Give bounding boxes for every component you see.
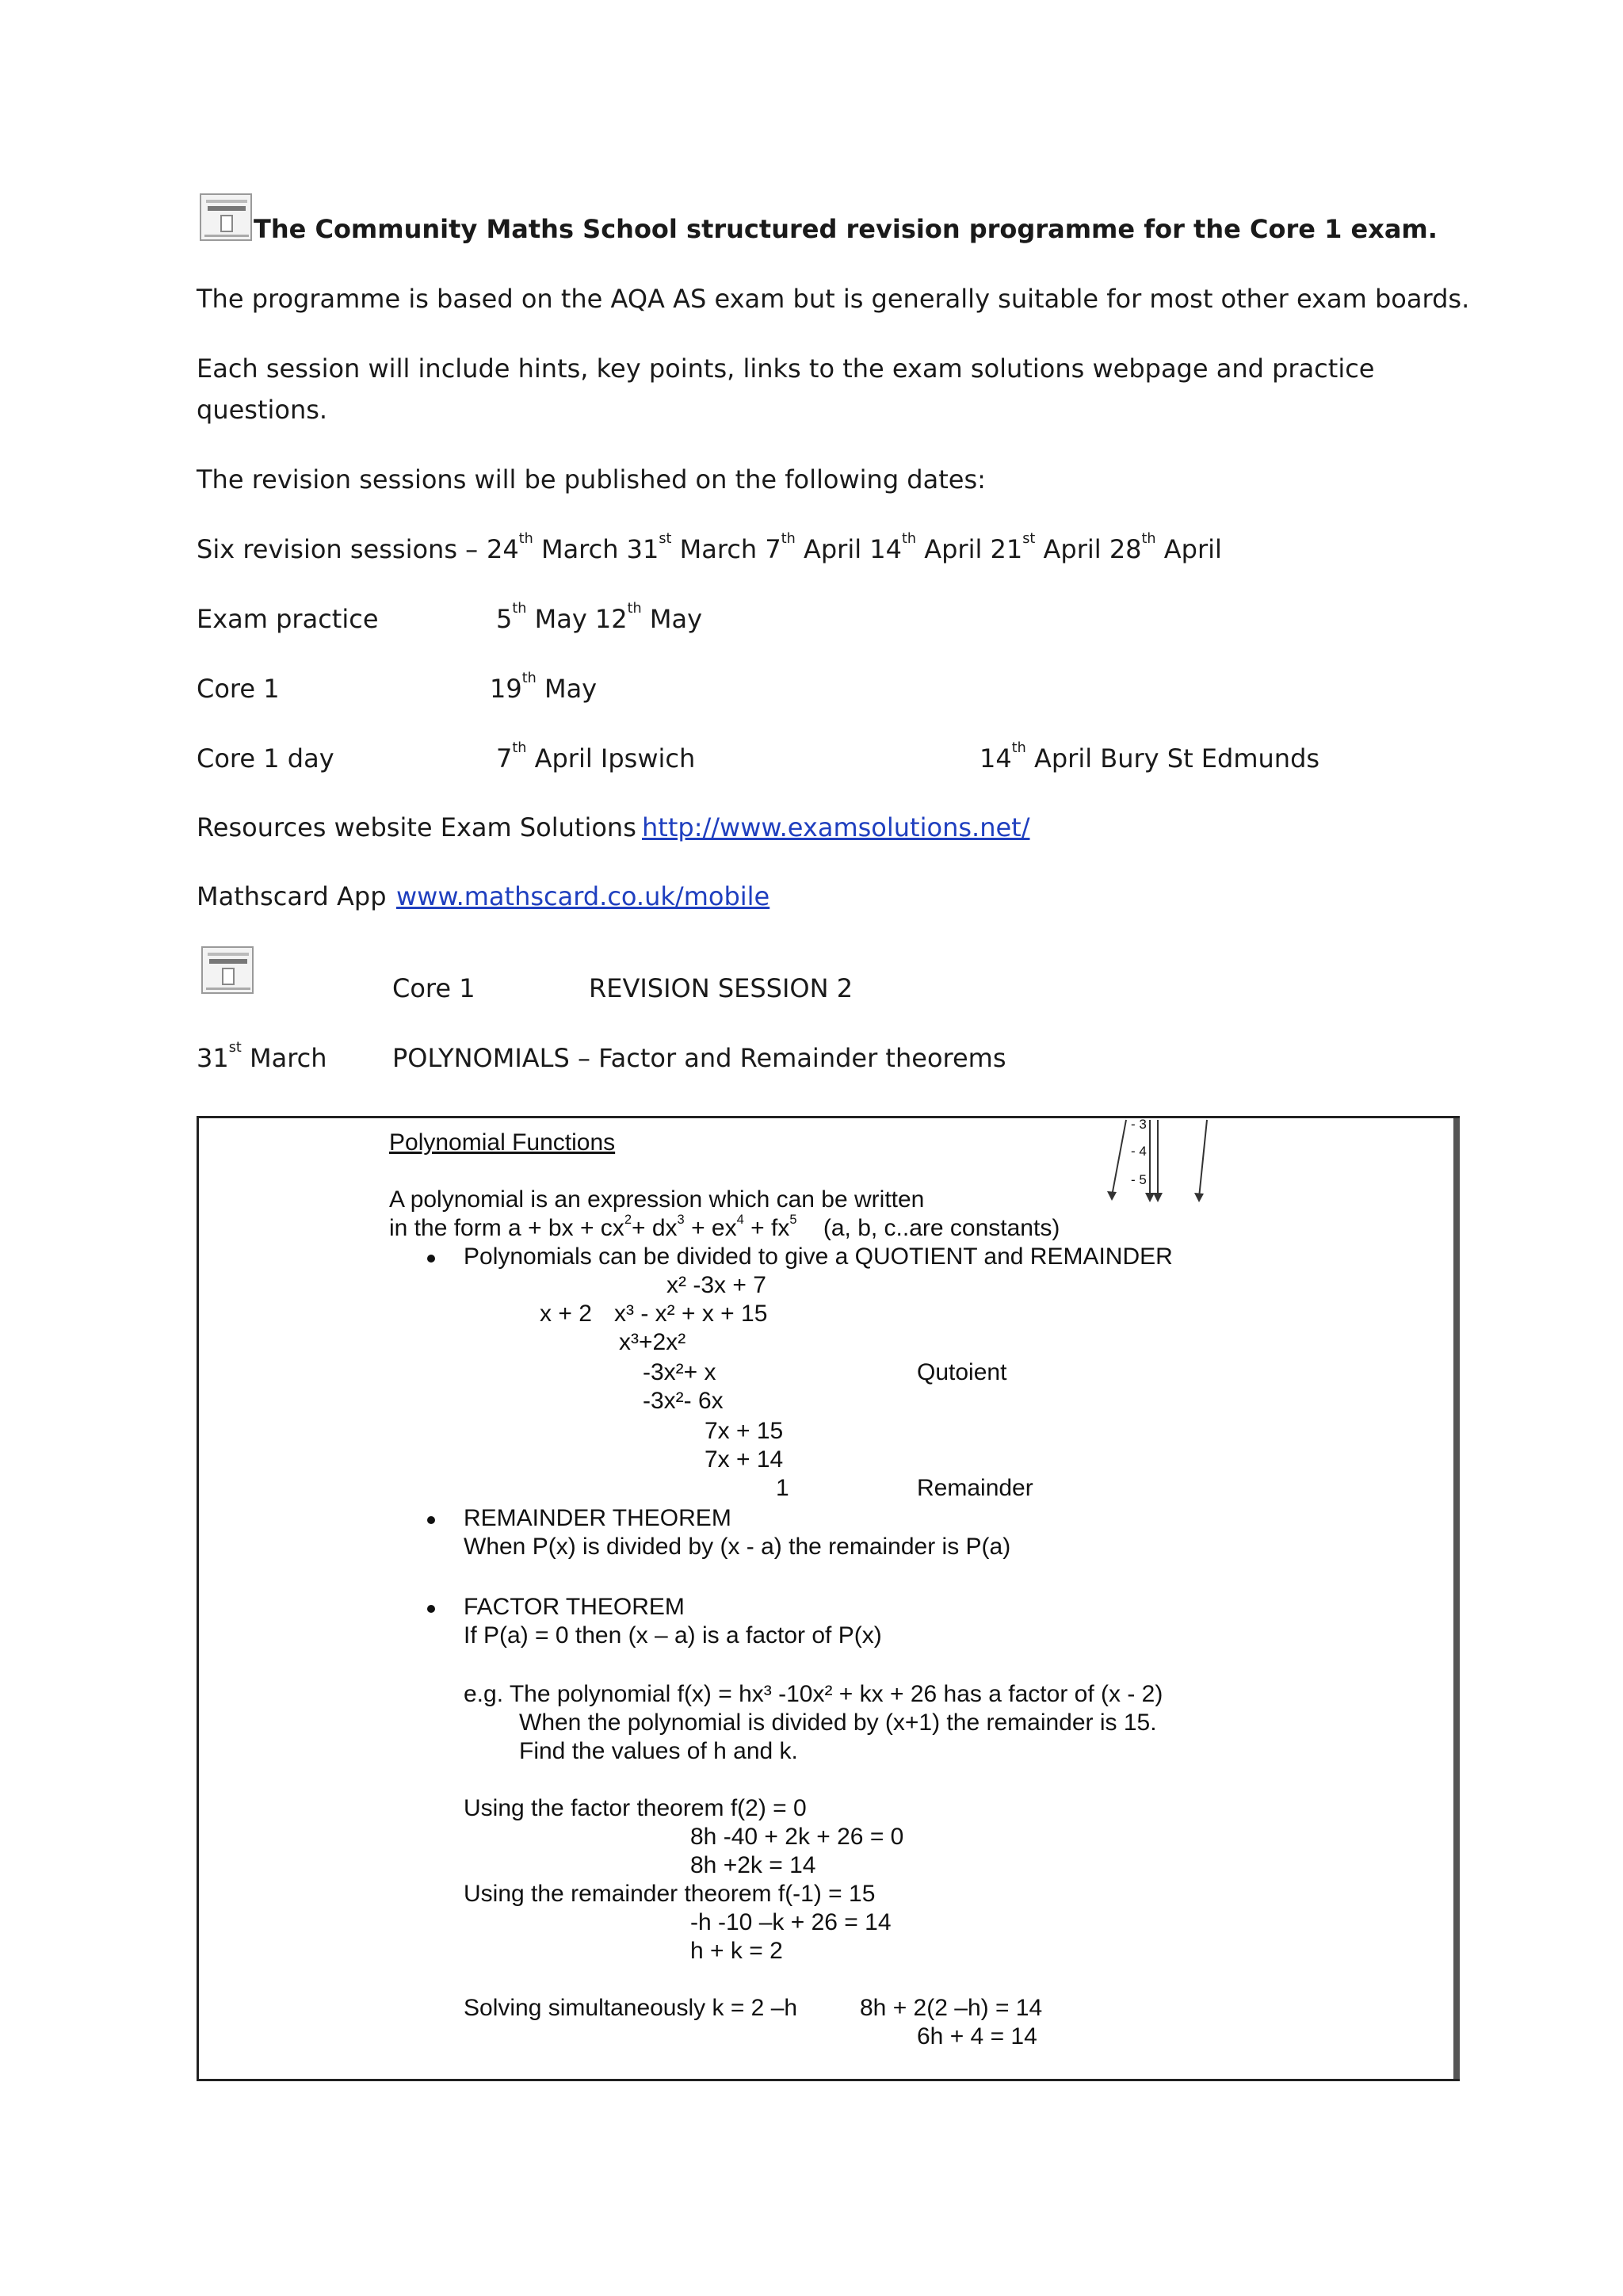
school-logo (200, 193, 252, 241)
six-sessions-label: Six revision sessions – (197, 534, 479, 564)
division-step-4: 7x + 15 (705, 1418, 784, 1444)
school-logo-small (201, 946, 254, 994)
core1-day-label: Core 1 day (197, 743, 334, 774)
example-line-3: Find the values of h and k. (519, 1738, 798, 1764)
working-line-4: Using the remainder theorem f(-1) = 15 (464, 1881, 876, 1907)
example-line-1: e.g. The polynomial f(x) = hx³ -10x² + kx + 26 has a factor of (x - 2) (464, 1681, 1163, 1707)
working-line-6: h + k = 2 (690, 1938, 783, 1964)
division-divisor: x + 2 (540, 1301, 592, 1327)
remainder-theorem-text: When P(x) is divided by (x - a) the remainder is P(a) (464, 1534, 1011, 1560)
publish-dates-intro: The revision sessions will be published on the following dates: (197, 464, 986, 495)
working-line-2: 8h -40 + 2k + 26 = 0 (690, 1824, 904, 1850)
session-info-line2: questions. (197, 395, 328, 425)
factor-theorem-title: FACTOR THEOREM (464, 1594, 685, 1620)
intro-line-2: in the form a + bx + $cx^2+ dx^3 + ex^4 + fx^5$ (a, b, c..are constants) (389, 1212, 1060, 1241)
bullet-dot (427, 1605, 435, 1613)
core1-day-bury: 14th April Bury St Edmunds (980, 740, 1320, 774)
division-step-2: -3x²+ x (643, 1359, 716, 1385)
working-line-9: 6h + 4 = 14 (917, 2023, 1037, 2050)
division-quotient: x² -3x + 7 (666, 1272, 766, 1298)
remainder-theorem-title: REMAINDER THEOREM (464, 1505, 731, 1531)
session-title: REVISION SESSION 2 (589, 973, 854, 1003)
core1-day-ipswich: 7th April Ipswich (496, 740, 696, 774)
division-step-3: -3x²- 6x (643, 1388, 724, 1414)
session-date: 31st March (197, 1040, 327, 1073)
quotient-label: Qutoient (917, 1359, 1007, 1385)
division-step-5: 7x + 14 (705, 1446, 784, 1473)
working-line-3: 8h +2k = 14 (690, 1852, 816, 1878)
intro-line-1: A polynomial is an expression which can be written (389, 1186, 925, 1213)
session-topic: POLYNOMIALS – Factor and Remainder theorems (392, 1043, 1006, 1073)
resources-label: Resources website Exam Solutions (197, 812, 636, 842)
bullet-dot (427, 1255, 435, 1263)
core1-label: Core 1 (197, 674, 280, 704)
figure-heading: Polynomial Functions (389, 1129, 616, 1156)
core1-date: 19th May (490, 670, 598, 704)
scale-mark-4: - 4 (1131, 1144, 1147, 1159)
working-line-5: -h -10 –k + 26 = 14 (690, 1909, 892, 1935)
bullet-dot (427, 1516, 435, 1524)
exam-practice-dates: 5th May 12th May (496, 601, 703, 634)
scale-arrows-graphic (1102, 1118, 1261, 1205)
working-line-7: Solving simultaneously k = 2 –h (464, 1995, 798, 2021)
polynomial-notes-figure (197, 1116, 1460, 2081)
exam-practice-label: Exam practice (197, 604, 379, 634)
working-line-8: 8h + 2(2 –h) = 14 (860, 1995, 1043, 2021)
session-course: Core 1 (392, 973, 475, 1003)
scale-mark-3: - 3 (1131, 1117, 1147, 1132)
division-step-1: x³+2x² (619, 1329, 686, 1355)
factor-theorem-text: If P(a) = 0 then (x – a) is a factor of P(x) (464, 1622, 882, 1648)
division-dividend: x³ - x² + x + 15 (614, 1301, 768, 1327)
division-remainder-value: 1 (776, 1475, 789, 1501)
session-info-line1: Each session will include hints, key points, links to the exam solutions webpage and practice (197, 353, 1375, 384)
page-title: The Community Maths School structured revision programme for the Core 1 exam. (254, 214, 1438, 244)
examsolutions-link[interactable]: http://www.examsolutions.net/ (642, 812, 1030, 842)
mathscard-link[interactable]: www.mathscard.co.uk/mobile (396, 881, 770, 911)
bullet-quotient-remainder: Polynomials can be divided to give a QUOTIENT and REMAINDER (464, 1244, 1173, 1270)
example-line-2: When the polynomial is divided by (x+1) the remainder is 15. (519, 1710, 1157, 1736)
remainder-label: Remainder (917, 1475, 1033, 1501)
app-label: Mathscard App (197, 881, 387, 911)
working-line-1: Using the factor theorem f(2) = 0 (464, 1795, 807, 1821)
intro-paragraph: The programme is based on the AQA AS exam but is generally suitable for most other exam boards. (197, 284, 1470, 314)
scale-mark-5: - 5 (1131, 1172, 1147, 1187)
six-sessions-dates: 24th March 31st March 7th April 14th April 21st April 28th April (487, 531, 1222, 564)
